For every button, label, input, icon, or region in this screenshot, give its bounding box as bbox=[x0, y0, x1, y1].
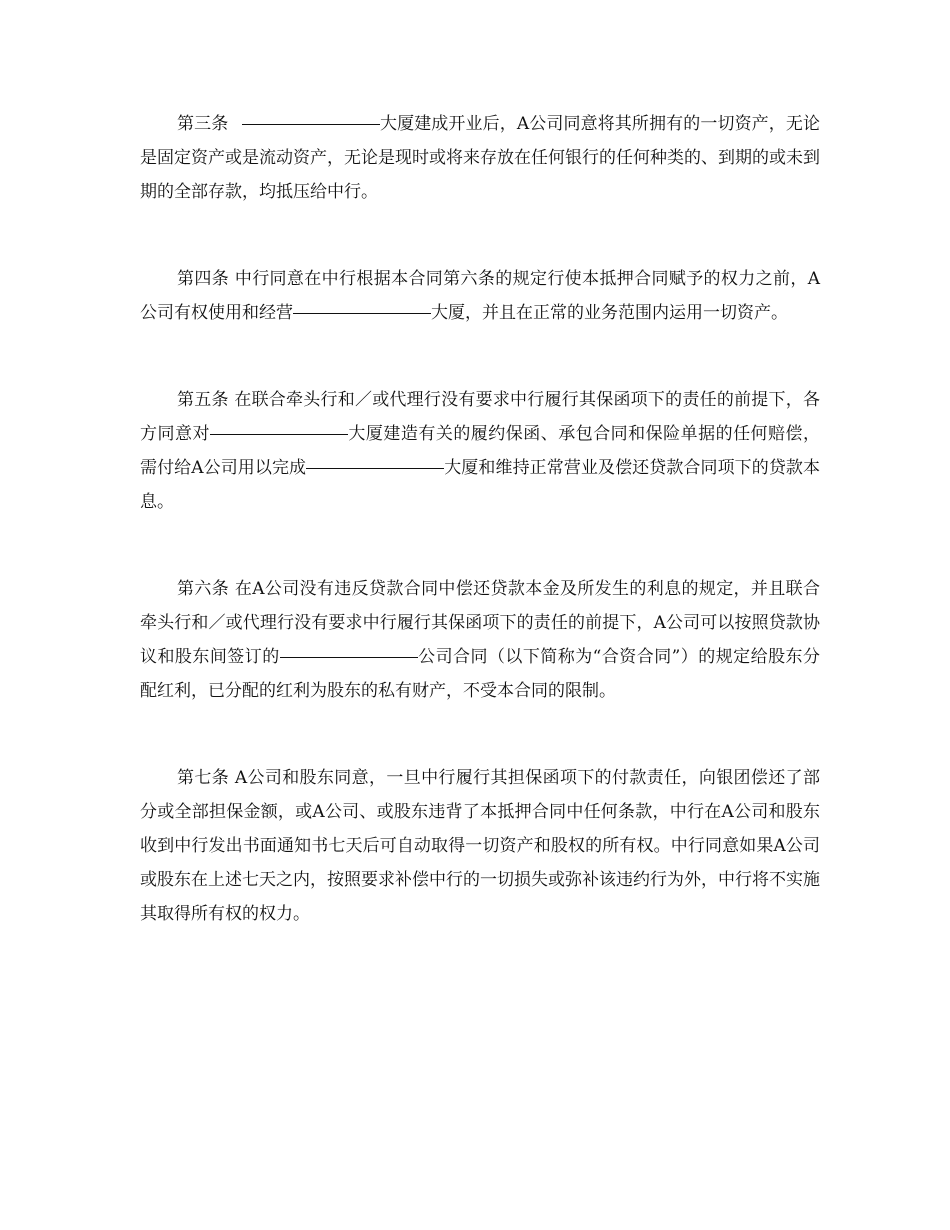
article-4-text-2: 大厦，并且在正常的业务范围内运用一切资产。 bbox=[431, 303, 788, 323]
fill-in-blank bbox=[210, 434, 348, 435]
article-3-text-1: 第三条 bbox=[177, 114, 234, 134]
article-7 bbox=[140, 761, 820, 931]
article-4-text-1: 第四条 中行同意在中行根据本合同第六条的规定行使本抵押合同赋予的权力之前，A公司有权使用和经营 bbox=[140, 269, 820, 323]
article-5-text-3: 大厦和维持正常营业及偿还贷款合同项下的贷款本息。 bbox=[140, 458, 821, 512]
article-4 bbox=[140, 262, 820, 330]
article-6-text-1: 第六条 在A公司没有违反贷款合同中偿还贷款本金及所发生的利息的规定，并且联合牵头行和／或代理行没有要求中行履行其保函项下的责任的前提下，A公司可以按照贷款协议和股东间签订的 bbox=[140, 579, 820, 667]
fill-in-blank bbox=[280, 657, 418, 658]
document-page bbox=[140, 107, 820, 984]
article-6 bbox=[140, 572, 820, 708]
article-7-text-1: 第七条 A公司和股东同意，一旦中行履行其担保函项下的付款责任，向银团偿还了部分或全部担保金额，或A公司、或股东违背了本抵押合同中任何条款，中行在A公司和股东收到中行发出书面通知书七天后可自动取得一切资产和股权的所有权。中行同意如果A公司或股东在上述七天之内，按照要求补偿中行的一切损失或弥补该违约行为外，中行将不实施其取得所有权的权力。 bbox=[140, 768, 820, 924]
fill-in-blank bbox=[306, 468, 444, 469]
article-6-text-2: 公司合同（以下简称为“合资合同”）的规定给股东分配红利，已分配的红利为股东的私有财产，不受本合同的限制。 bbox=[140, 647, 820, 701]
article-5 bbox=[140, 383, 820, 519]
fill-in-blank bbox=[242, 124, 380, 125]
fill-in-blank bbox=[293, 313, 431, 314]
article-3 bbox=[140, 107, 820, 209]
article-5-text-2: 大厦建造有关的履约保函、承包合同和保险单据的任何赔偿，需付给A公司用以完成 bbox=[140, 424, 821, 478]
article-3-text-2: 大厦建成开业后，A公司同意将其所拥有的一切资产，无论是固定资产或是流动资产，无论是现时或将来存放在任何银行的任何种类的、到期的或未到期的全部存款，均抵压给中行。 bbox=[140, 114, 821, 202]
article-5-text-1: 第五条 在联合牵头行和／或代理行没有要求中行履行其保函项下的责任的前提下，各方同意对 bbox=[140, 390, 820, 444]
